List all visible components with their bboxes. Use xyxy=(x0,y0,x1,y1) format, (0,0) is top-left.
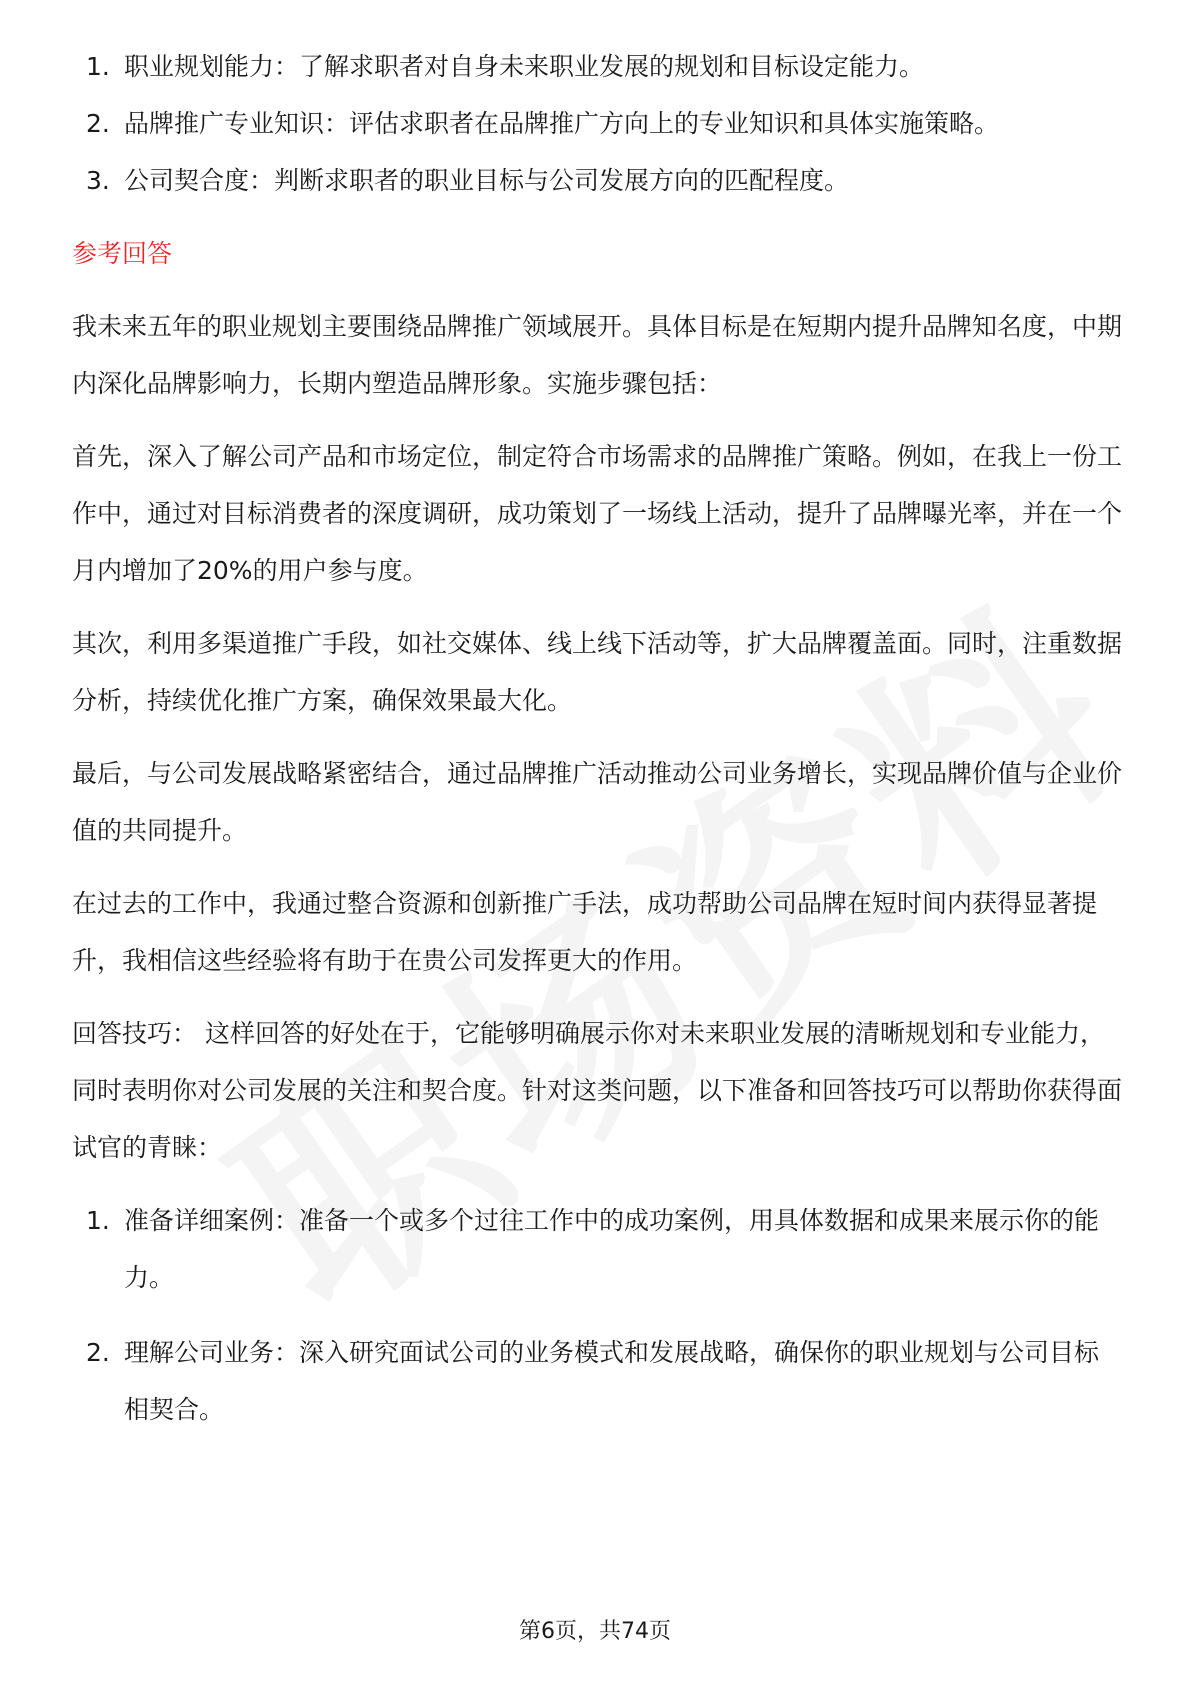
paragraph: 回答技巧： 这样回答的好处在于，它能够明确展示你对未来职业发展的清晰规划和专业能力，同时表明你对公司发展的关注和契合度。针对这类问题，以下准备和回答技巧可以帮助你获得面试官的青睐： xyxy=(72,1019,1123,1162)
page-footer: 第6页，共74页 xyxy=(519,1619,671,1644)
list-item-text: 公司契合度：判断求职者的职业目标与公司发展方向的匹配程度。 xyxy=(124,166,850,195)
list-number: 1. xyxy=(86,52,110,81)
page-content xyxy=(72,38,1122,1456)
paragraph: 在过去的工作中，我通过整合资源和创新推广手法，成功帮助公司品牌在短时间内获得显著提升，我相信这些经验将有助于在贵公司发挥更大的作用。 xyxy=(72,889,1098,975)
paragraph: 其次，利用多渠道推广手段，如社交媒体、线上线下活动等，扩大品牌覆盖面。同时，注重数据分析，持续优化推广方案，确保效果最大化。 xyxy=(72,629,1123,715)
list-item xyxy=(72,1324,1122,1438)
list-number: 2. xyxy=(86,109,110,138)
tips-list xyxy=(72,1192,1122,1438)
list-number: 2. xyxy=(86,1338,110,1367)
list-item-text: 理解公司业务：深入研究面试公司的业务模式和发展战略，确保你的职业规划与公司目标相契合。 xyxy=(124,1338,1100,1424)
list-item-text: 准备详细案例：准备一个或多个过往工作中的成功案例，用具体数据和成果来展示你的能力。 xyxy=(124,1206,1100,1292)
list-item-text: 品牌推广专业知识：评估求职者在品牌推广方向上的专业知识和具体实施策略。 xyxy=(124,109,1000,138)
paragraph: 最后，与公司发展战略紧密结合，通过品牌推广活动推动公司业务增长，实现品牌价值与企业价值的共同提升。 xyxy=(72,759,1123,845)
paragraph: 我未来五年的职业规划主要围绕品牌推广领域展开。具体目标是在短期内提升品牌知名度，中期内深化品牌影响力，长期内塑造品牌形象。实施步骤包括： xyxy=(72,312,1123,398)
section-heading: 参考回答 xyxy=(72,239,173,268)
list-item xyxy=(72,38,1122,95)
list-item xyxy=(72,152,1122,209)
list-item xyxy=(72,1192,1122,1306)
list-number: 1. xyxy=(86,1206,110,1235)
list-item-text: 职业规划能力：了解求职者对自身未来职业发展的规划和目标设定能力。 xyxy=(124,52,925,81)
criteria-list xyxy=(72,38,1122,209)
paragraph: 首先，深入了解公司产品和市场定位，制定符合市场需求的品牌推广策略。例如，在我上一份工作中，通过对目标消费者的深度调研，成功策划了一场线上活动，提升了品牌曝光率，并在一个月内增加了20%的用户参与度。 xyxy=(72,442,1123,585)
list-item xyxy=(72,95,1122,152)
list-number: 3. xyxy=(86,166,110,195)
